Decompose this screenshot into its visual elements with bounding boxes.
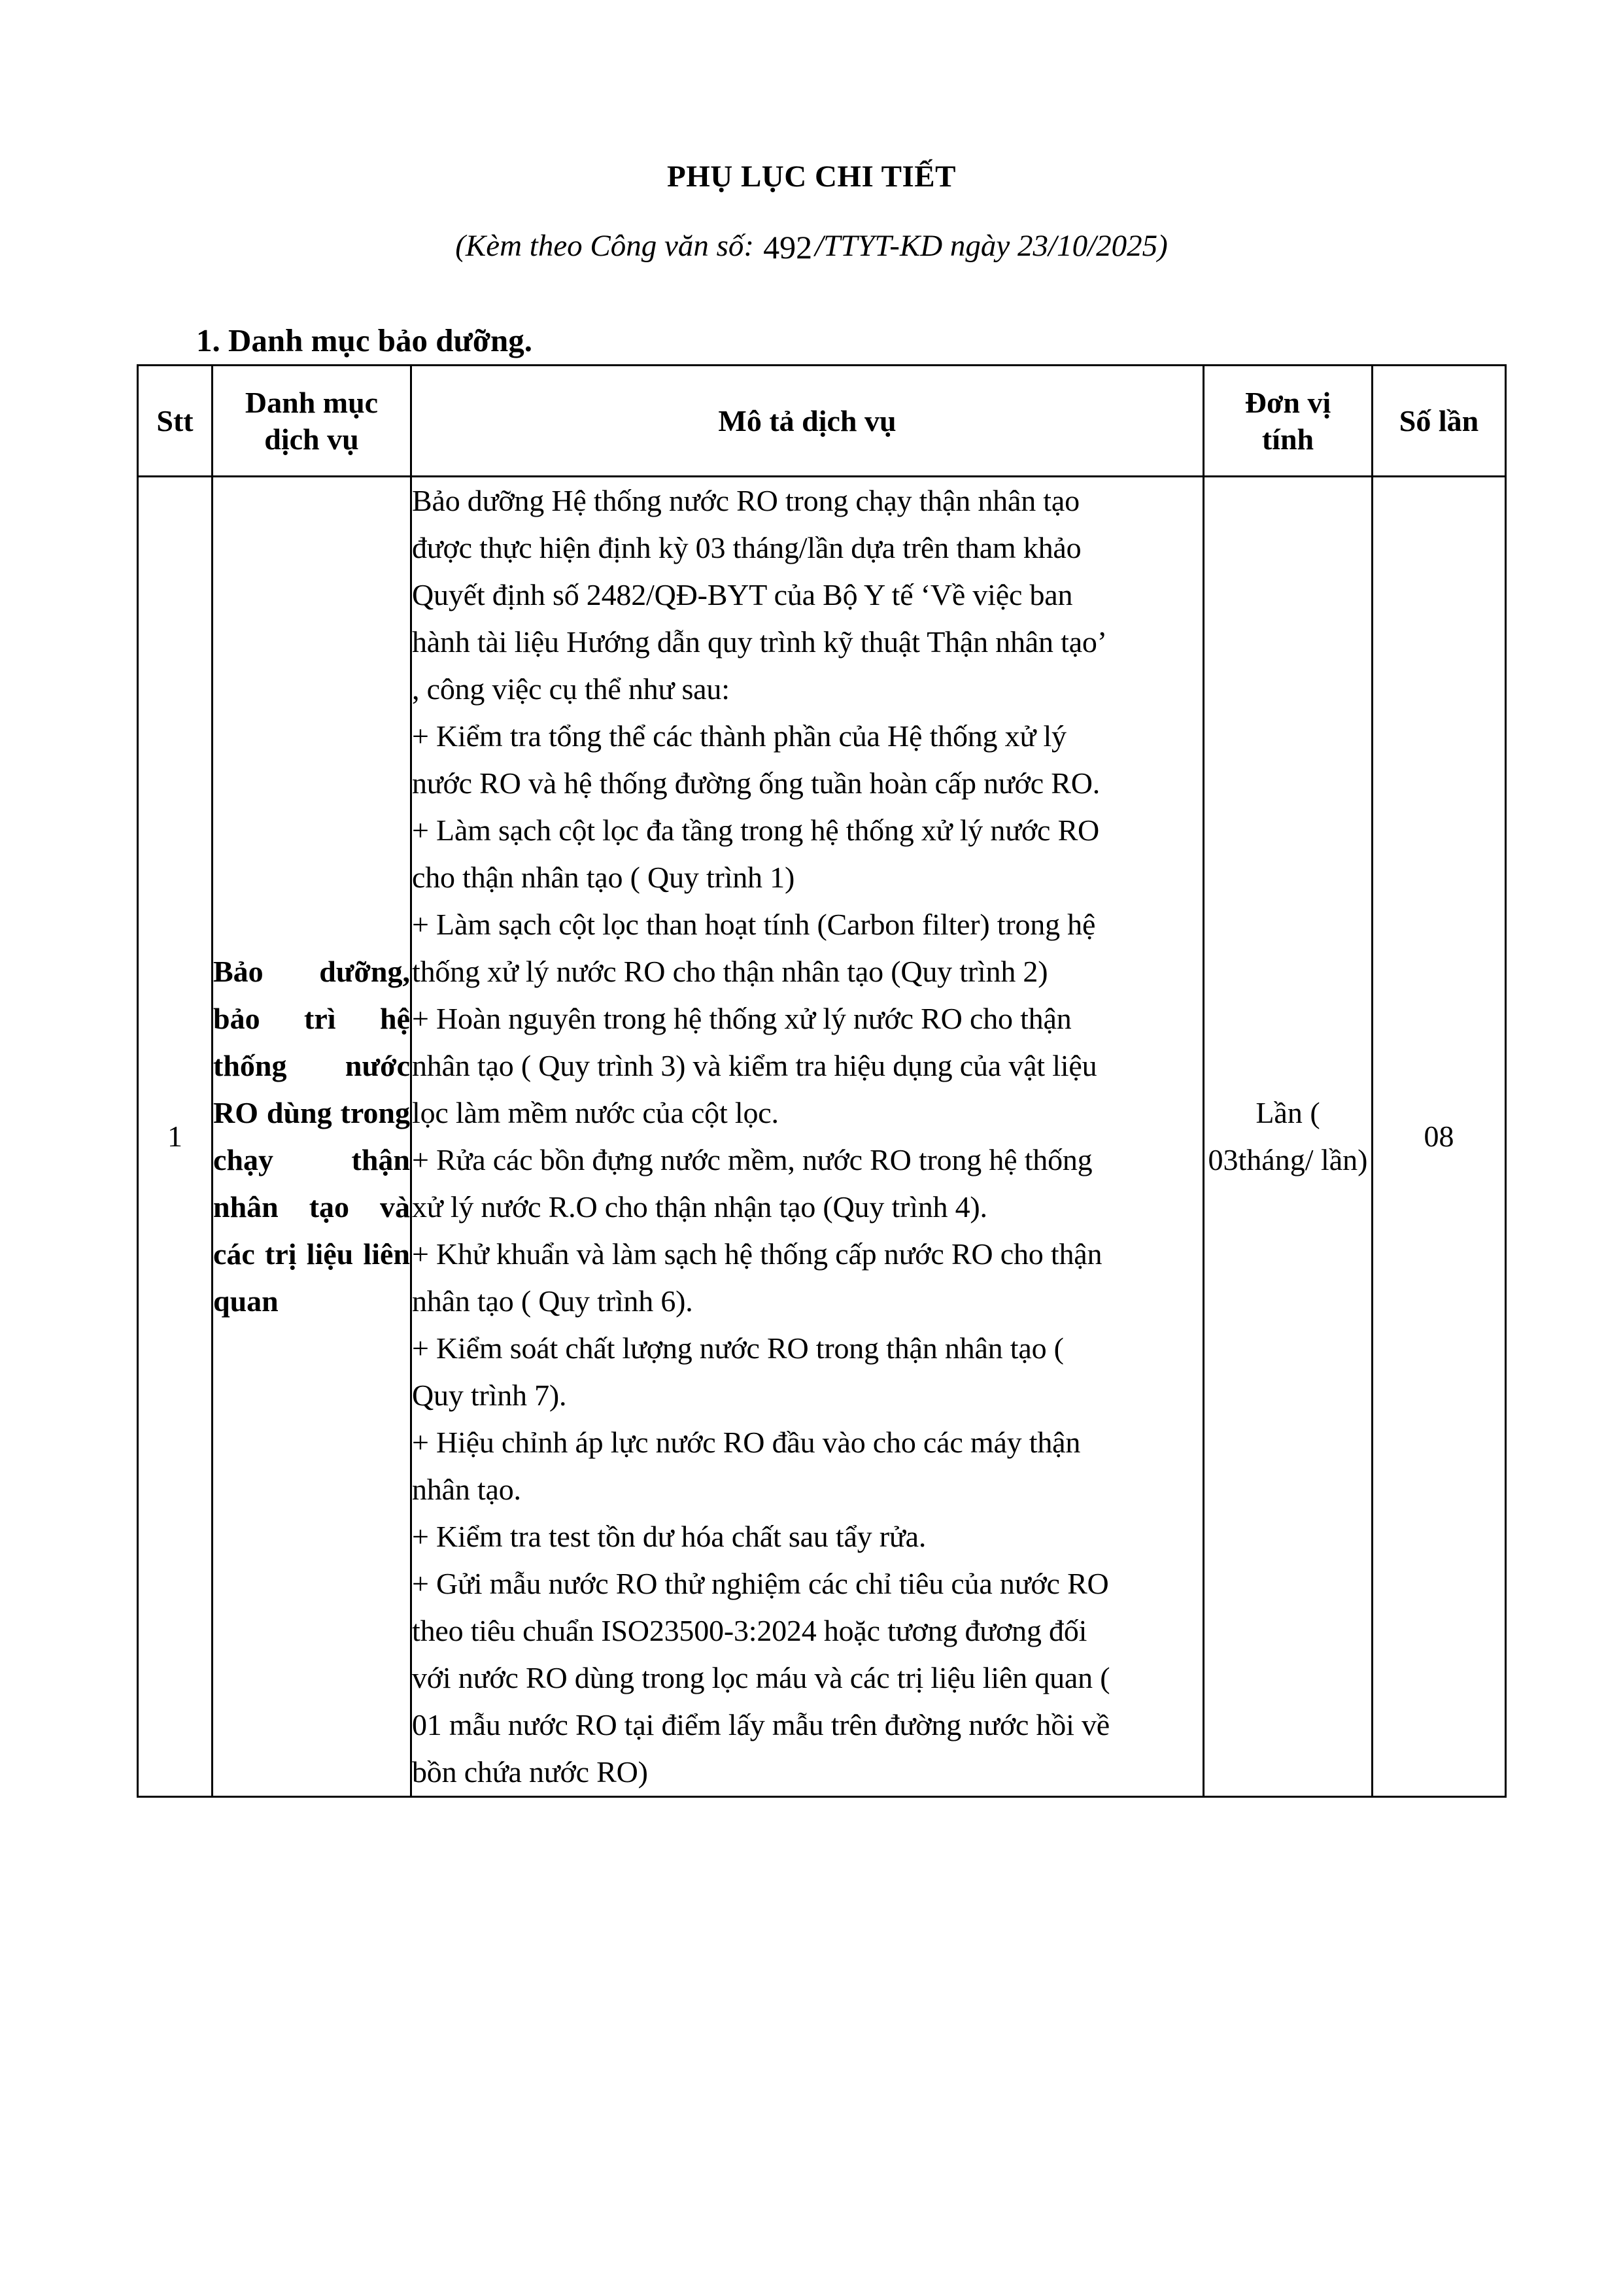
maintenance-services-table xyxy=(137,364,1507,1798)
row-unit: Lần ( 03tháng/ lần) xyxy=(1204,477,1373,1797)
description-line: nhân tạo ( Quy trình 3) và kiểm tra hiệu dụng của vật liệu xyxy=(412,1049,1097,1082)
header-unit: Đơn vị tính xyxy=(1204,366,1373,477)
subtitle-suffix: /TTYT-KD ngày 23/10/2025) xyxy=(815,229,1168,263)
description-line: nước RO và hệ thống đường ống tuần hoàn cấp nước RO. xyxy=(412,766,1101,800)
row-quantity: 08 xyxy=(1373,477,1506,1797)
document-title: PHỤ LỤC CHI TIẾT xyxy=(667,160,956,194)
description-line: nhân tạo. xyxy=(412,1473,521,1506)
description-line: theo tiêu chuẩn ISO23500-3:2024 hoặc tương đương đối xyxy=(412,1614,1087,1647)
document-subtitle xyxy=(0,226,1623,264)
description-line: bồn chứa nước RO) xyxy=(412,1755,648,1789)
description-line: cho thận nhân tạo ( Quy trình 1) xyxy=(412,861,795,894)
description-line: được thực hiện định kỳ 03 tháng/lần dựa trên tham khảo xyxy=(412,531,1082,564)
header-service-name: Danh mục dịch vụ xyxy=(213,366,411,477)
table-header-row xyxy=(138,366,1506,477)
description-line: thống xử lý nước RO cho thận nhân tạo (Quy trình 2) xyxy=(412,955,1048,988)
header-quantity: Số lần xyxy=(1373,366,1506,477)
section-heading: 1. Danh mục bảo dưỡng. xyxy=(196,322,532,358)
description-line: Bảo dưỡng Hệ thống nước RO trong chạy thận nhân tạo xyxy=(412,484,1080,517)
description-line: với nước RO dùng trong lọc máu và các trị liệu liên quan ( xyxy=(412,1661,1110,1694)
description-line: hành tài liệu Hướng dẫn quy trình kỹ thuật Thận nhân tạo’ xyxy=(412,625,1107,659)
row-service-name: Bảo dưỡng, bảo trì hệ thống nước RO dùng trong chạy thận nhân tạo và các trị liệu liên quan xyxy=(213,477,411,1797)
description-line: xử lý nước R.O cho thận nhận tạo (Quy trình 4). xyxy=(412,1190,987,1224)
description-line: + Kiểm tra test tồn dư hóa chất sau tẩy rửa. xyxy=(412,1520,927,1553)
description-line: + Rửa các bồn đựng nước mềm, nước RO trong hệ thống xyxy=(412,1143,1093,1176)
description-line: + Hiệu chỉnh áp lực nước RO đầu vào cho các máy thận xyxy=(412,1426,1081,1459)
description-line: + Kiểm tra tổng thể các thành phần của Hệ thống xử lý xyxy=(412,719,1067,753)
row-description xyxy=(411,477,1204,1797)
description-line: + Làm sạch cột lọc than hoạt tính (Carbon filter) trong hệ xyxy=(412,908,1096,941)
table-row xyxy=(138,477,1506,1797)
description-line: Quy trình 7). xyxy=(412,1379,567,1412)
description-line: Quyết định số 2482/QĐ-BYT của Bộ Y tế ‘Về việc ban xyxy=(412,578,1073,611)
description-line: + Khử khuẩn và làm sạch hệ thống cấp nước RO cho thận xyxy=(412,1237,1102,1271)
description-line: + Kiểm soát chất lượng nước RO trong thận nhân tạo ( xyxy=(412,1331,1064,1365)
description-line: 01 mẫu nước RO tại điểm lấy mẫu trên đường nước hồi về xyxy=(412,1708,1110,1741)
subtitle-prefix: (Kèm theo Công văn số: xyxy=(455,229,755,263)
description-line: lọc làm mềm nước của cột lọc. xyxy=(412,1096,779,1129)
description-line: + Gửi mẫu nước RO thử nghiệm các chỉ tiêu của nước RO xyxy=(412,1567,1109,1600)
description-line: , công việc cụ thể như sau: xyxy=(412,672,730,706)
description-line: + Hoàn nguyên trong hệ thống xử lý nước RO cho thận xyxy=(412,1002,1072,1035)
header-stt: Stt xyxy=(138,366,213,477)
dispatch-number: 492 xyxy=(763,229,813,266)
description-line: nhân tạo ( Quy trình 6). xyxy=(412,1284,693,1318)
header-description: Mô tả dịch vụ xyxy=(411,366,1204,477)
description-line: + Làm sạch cột lọc đa tầng trong hệ thống xử lý nước RO xyxy=(412,814,1100,847)
row-stt: 1 xyxy=(138,477,213,1797)
